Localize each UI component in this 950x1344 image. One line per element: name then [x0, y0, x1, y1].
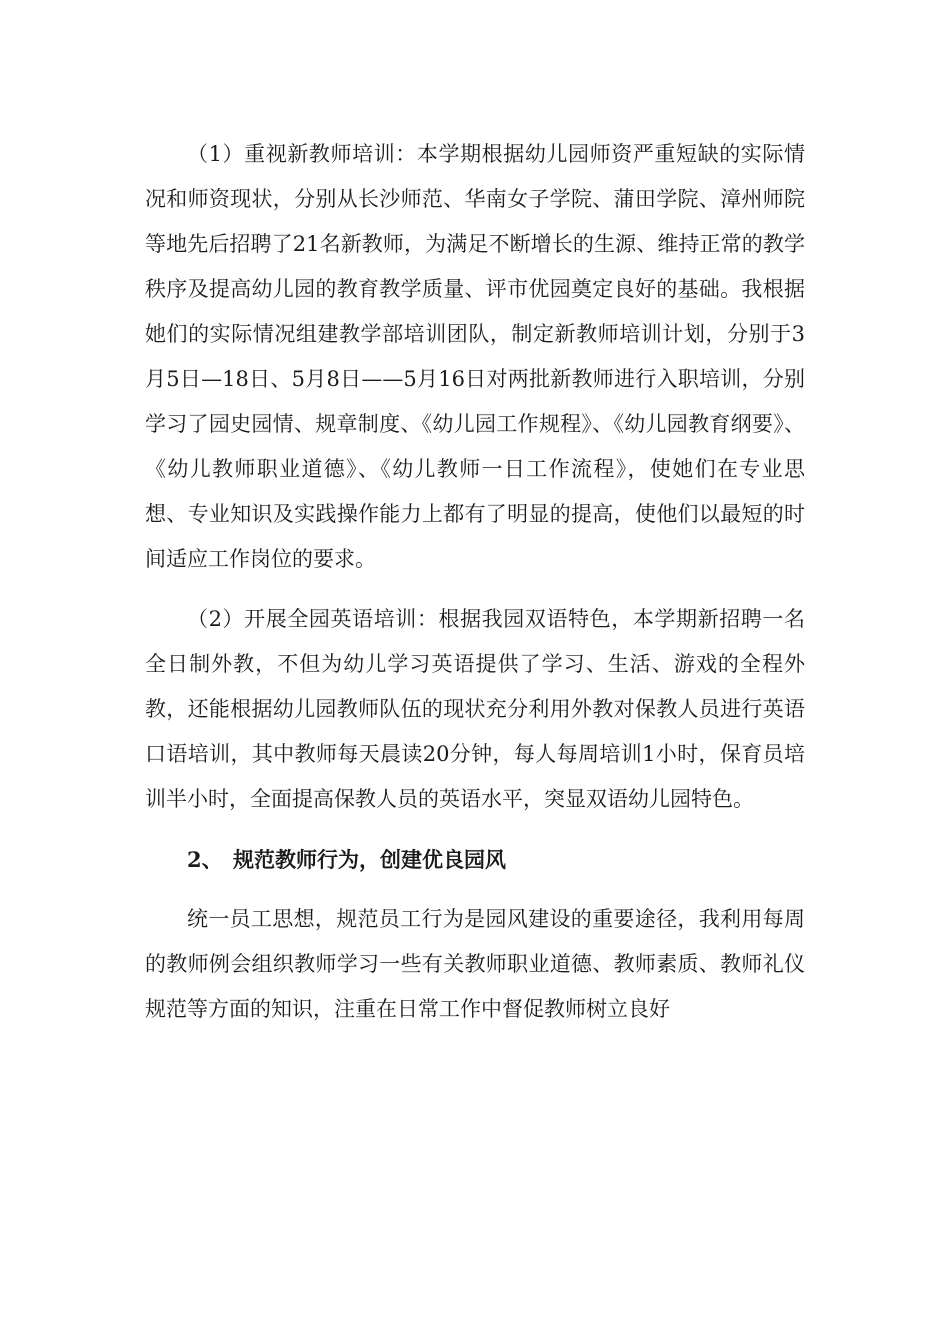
document-body: [145, 132, 805, 1032]
paragraph-new-teacher-training: （1）重视新教师培训：本学期根据幼儿园师资严重短缺的实际情况和师资现状，分别从长沙师范、华南女子学院、蒲田学院、漳州师院等地先后招聘了21名新教师，为满足不断增长的生源、维持正常的教学秩序及提高幼儿园的教育教学质量、评市优园奠定良好的基础。我根据她们的实际情况组建教学部培训团队，制定新教师培训计划，分别于3月5日—18日、5月8日——5月16日对两批新教师进行入职培训，分别学习了园史园情、规章制度、《幼儿园工作规程》、《幼儿园教育纲要》、《幼儿教师职业道德》、《幼儿教师一日工作流程》，使她们在专业思想、专业知识及实践操作能力上都有了明显的提高，使他们以最短的时间适应工作岗位的要求。: [145, 142, 805, 571]
section-number: 2、: [187, 847, 223, 872]
paragraph-teacher-conduct: 统一员工思想，规范员工行为是园风建设的重要途径，我利用每周的教师例会组织教师学习一些有关教师职业道德、教师素质、教师礼仪规范等方面的知识，注重在日常工作中督促教师树立良好: [145, 907, 805, 1021]
paragraph-english-training: （2）开展全园英语培训：根据我园双语特色，本学期新招聘一名全日制外教，不但为幼儿学习英语提供了学习、生活、游戏的全程外教，还能根据幼儿园教师队伍的现状充分利用外教对保教人员进行英语口语培训，其中教师每天晨读20分钟，每人每周培训1小时，保育员培训半小时，全面提高保教人员的英语水平，突显双语幼儿园特色。: [145, 607, 805, 811]
section-heading: [145, 837, 805, 882]
section-title: 规范教师行为，创建优良园风: [233, 847, 506, 872]
